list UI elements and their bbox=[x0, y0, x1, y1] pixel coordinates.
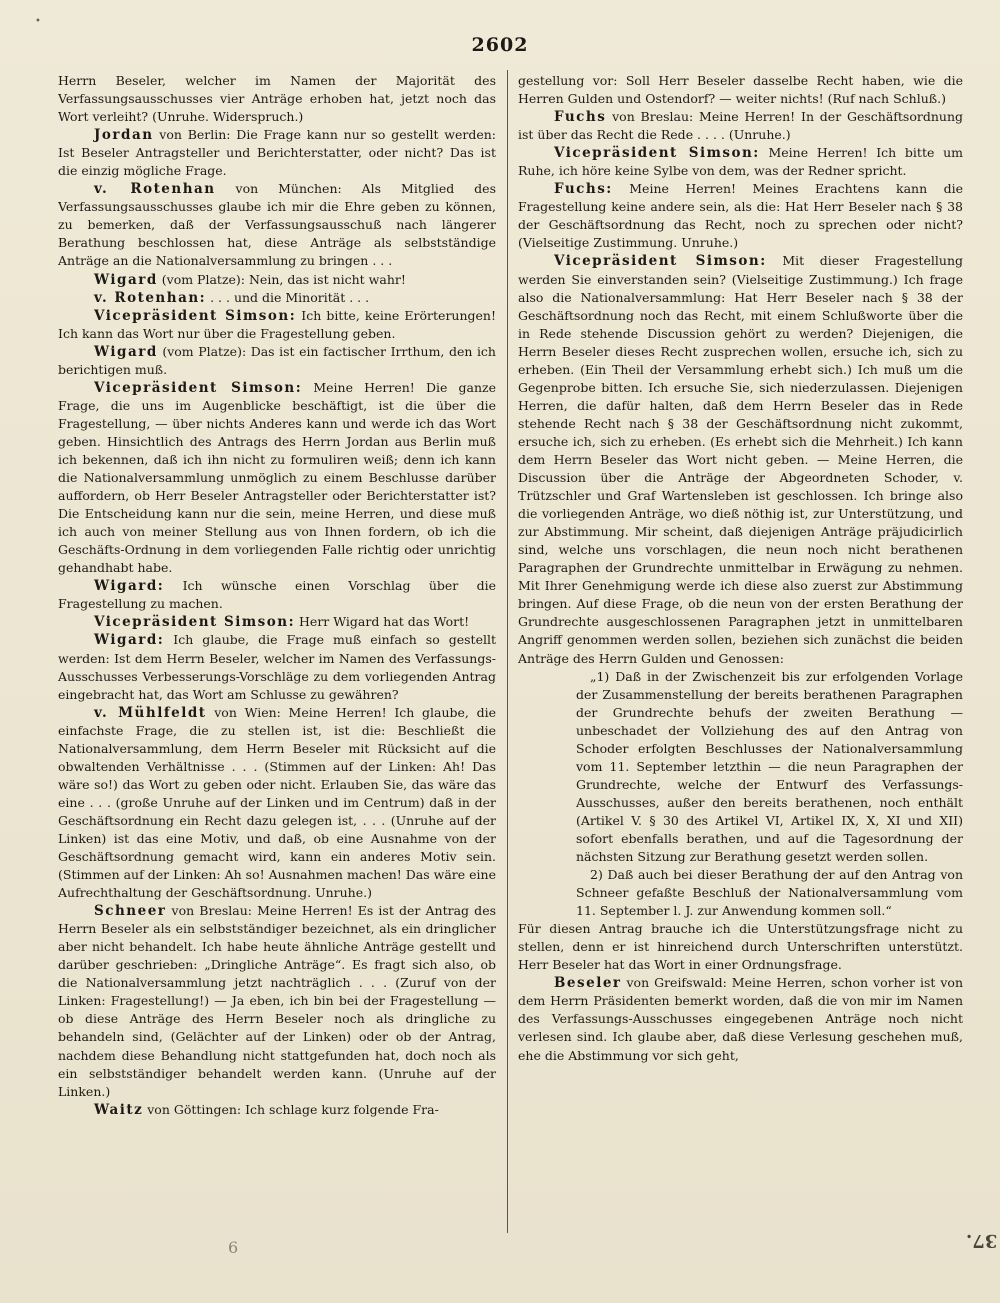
speech-paragraph bbox=[518, 144, 963, 180]
speech-paragraph bbox=[58, 289, 496, 307]
speech-paragraph bbox=[58, 343, 496, 379]
paragraph-text: Für diesen Antrag brauche ich die Unterstützungsfrage nicht zu stellen, denn er ist hinreichend durch Unterschriften unterstützt. Herr Beseler hat das Wort in einer Ordnungsfrage. bbox=[518, 921, 963, 973]
speaker-name: Waitz bbox=[94, 1101, 144, 1118]
enumerated-item bbox=[518, 866, 963, 920]
left-column bbox=[58, 72, 496, 1263]
speech-paragraph bbox=[58, 902, 496, 1101]
speech-paragraph bbox=[58, 126, 496, 180]
speech-text: Herr Wigard hat das Wort! bbox=[295, 614, 470, 630]
continuation-paragraph bbox=[518, 72, 963, 108]
speech-paragraph bbox=[58, 1101, 496, 1119]
speaker-name: Wigard: bbox=[94, 632, 165, 649]
speech-text: von Wien: Meine Herren! Ich glaube, die einfachste Frage, die zu stellen ist, ist die: Beschließt die Nationalversammlung, dem Herrn Beseler mit Rücksicht auf die obwaltenden Verhältnisse . . . (Stimmen auf der Linken: Ah! Das wäre so!) das Wort zu geben oder nicht. Erlauben Sie, das wäre das eine . . . (große Unruhe auf der Linken und im Centrum) daß in der Geschäftsordnung ein Recht dazu gelegen ist, . . . (Unruhe auf der Linken) ist das eine Motiv, und daß, ob eine Ausnahme von der Geschäftsordnung gemacht wird, kann ein anderes Motiv sein. (Stimmen auf der Linken: Ah so! Ausnahmen machen! Das wäre eine Aufrechthaltung der Geschäftsordnung. Unruhe.) bbox=[58, 704, 496, 901]
speaker-name: Jordan bbox=[94, 127, 154, 144]
speech-text: Meine Herren! Meines Erachtens kann die Fragestellung keine andere sein, als die: Hat Herr Beseler nach § 38 der Geschäftsordnung das Recht, noch zu sprechen oder nicht? (Vielseitige Zustimmung. Unruhe.) bbox=[518, 181, 963, 251]
speaker-name: Fuchs bbox=[554, 109, 607, 126]
speech-text: von Breslau: Meine Herren! Es ist der Antrag des Herrn Beseler als ein selbstständiger bezeichnet, als ein dringlicher aber nicht behandelt. Ich habe heute ähnliche Anträge gestellt und darüber geschrieben: „Dringliche Anträge“. Es fragt sich also, ob die Nationalversammlung jetzt nachträglich . . . (Zuruf von der Linken: Fragestellung!) — Ja eben, ich bin bei der Fragestellung — ob diese Anträge des Herrn Beseler noch als dringliche zu behandeln sind, (Gelächter auf der Linken) oder ob der Antrag, nachdem diese Behandlung nicht stattgefunden hat, doch noch als ein selbstständiger behandelt werden kann. (Unruhe auf der Linken.) bbox=[58, 903, 496, 1099]
speaker-name: Wigard: bbox=[94, 578, 165, 595]
speech-text: Meine Herren! Die ganze Frage, die uns im Augenblicke beschäftigt, ist die über die Fragestellung, — über nichts Anderes kann und werde ich das Wort geben. Hinsichtlich des Antrags des Herrn Jordan aus Berlin muß ich bekennen, daß ich ihn nicht zu formuliren weiß; denn ich kann die Nationalversammlung unmöglich zu einem Beschlusse darüber auffordern, ob Herr Beseler Antragsteller oder Berichterstatter ist? Die Entscheidung kann nur die sein, meine Herren, und diese muß ich auch von meiner Stellung aus von Ihnen fordern, ob ich die Geschäfts-Ordnung in dem vorliegenden Falle richtig oder unrichtig gehandhabt habe. bbox=[58, 379, 496, 576]
speech-paragraph bbox=[58, 704, 496, 903]
speech-text: . . . und die Minorität . . . bbox=[206, 289, 370, 305]
speaker-name: Schneer bbox=[94, 903, 167, 920]
speech-paragraph bbox=[58, 577, 496, 613]
speech-paragraph bbox=[518, 252, 963, 667]
enumerated-item bbox=[518, 668, 963, 867]
speech-paragraph bbox=[58, 180, 496, 270]
speech-text: (vom Platze): Nein, das ist nicht wahr! bbox=[157, 271, 406, 287]
item-text: 2) Daß auch bei dieser Berathung der auf den Antrag von Schneer gefaßte Beschluß der Nationalversammlung vom 11. September l. J. zur Anwendung kommen soll.“ bbox=[576, 867, 963, 919]
speech-paragraph bbox=[58, 271, 496, 289]
speaker-name: v. Mühlfeldt bbox=[94, 704, 207, 721]
speech-text: von Greifswald: Meine Herren, schon vorher ist von dem Herrn Präsidenten bemerkt worden, daß die von mir im Namen des Verfassungs-Ausschusses eingegebenen Anträge noch nicht verlesen sind. Ich glaube aber, daß diese Verlesung geschehen muß, ehe die Abstimmung vor sich geht, bbox=[518, 975, 963, 1063]
print-mark: 6 bbox=[228, 1238, 239, 1257]
speaker-name: Fuchs: bbox=[554, 181, 613, 198]
column-divider bbox=[507, 70, 508, 1233]
speech-text: Mit dieser Fragestellung werden Sie einverstanden sein? (Vielseitige Zustimmung.) Ich frage also die Nationalversammlung: Hat Herr Beseler nach § 38 der Geschäftsordnung noch das Recht, mit einem Schlußworte über die in Rede stehende Discussion gehört zu werden? Diejenigen, die Herrn Beseler dieses Recht zusprechen wollen, ersuche ich, sich zu erheben. (Ein Theil der Versammlung erhebt sich.) Ich muß um die Gegenprobe bitten. Ich ersuche Sie, sich niederzulassen. Diejenigen Herren, die dafür halten, daß dem Herrn Beseler das in Rede stehende Recht nach § 38 der Geschäftsordnung nicht zukommt, ersuche ich, sich zu erheben. (Es erhebt sich die Mehrheit.) Ich kann dem Herrn Beseler das Wort nicht geben. — Meine Herren, die Discussion über die Anträge der Abgeordneten Schoder, v. Trützschler und Graf Wartensleben ist geschlossen. Ich bringe also die vorliegenden Anträge, wo dieß nöthig ist, zur Unterstützung, und zur Abstimmung. Mir scheint, daß diejenigen Anträge präjudicirlich sind, welche uns vorschlagen, die neun noch nicht berathenen Paragraphen der Grundrechte unmittelbar in Erwägung zu nehmen. Mit Ihrer Genehmigung werde ich diese also zuerst zur Abstimmung bringen. Auf diese Frage, ob die neun von der ersten Berathung der Grundrechte ausgeschlossenen Paragraphen jetzt in unmittelbaren Angriff genommen werden sollen, beziehen sich zunächst die beiden Anträge des Herrn Gulden und Genossen: bbox=[518, 253, 963, 666]
speaker-name: Vicepräsident Simson: bbox=[554, 145, 760, 162]
speech-paragraph bbox=[58, 307, 496, 343]
speech-text: (vom Platze): Das ist ein factischer Irrthum, den ich berichtigen muß. bbox=[58, 343, 496, 377]
item-text: „1) Daß in der Zwischenzeit bis zur erfolgenden Vorlage der Zusammenstellung der bereits berathenen Paragraphen der Grundrechte behufs der zweiten Berathung — unbeschadet der Vollziehung des auf den Antrag von Schoder erfolgten Beschlusses der Nationalversammlung vom 11. September letzthin — die neun Paragraphen der Grundrechte, welche der Entwurf des Verfassungs-Ausschusses, außer den bereits berathenen, noch enthält (Artikel V. § 30 des Artikel VI, Artikel IX, X, XI und XII) sofort ebenfalls berathen, und auf die Tagesordnung der nächsten Sitzung zur Berathung gesetzt werden sollen. bbox=[576, 668, 963, 865]
right-column bbox=[518, 72, 963, 1263]
speech-paragraph bbox=[58, 631, 496, 703]
speaker-name: Wigard bbox=[94, 271, 158, 288]
speech-text: von Berlin: Die Frage kann nur so gestellt werden: Ist Beseler Antragsteller und Berichterstatter, oder nicht? Das ist die einzig mögliche Frage. bbox=[58, 127, 496, 179]
speech-text: von Göttingen: Ich schlage kurz folgende Fra- bbox=[143, 1101, 439, 1117]
speech-text: Ich glaube, die Frage muß einfach so gestellt werden: Ist dem Herrn Beseler, welcher im Namen des Verfassungs-Ausschusses Verbesserungs-Vorschläge zu dem vorliegenden Antrag eingebracht hat, das Wort am Schlusse zu gewähren? bbox=[58, 632, 496, 702]
speaker-name: Vicepräsident Simson: bbox=[94, 379, 303, 396]
speech-paragraph bbox=[518, 108, 963, 144]
continuation-paragraph bbox=[518, 920, 963, 974]
speech-text: von Breslau: Meine Herren! In der Geschäftsordnung ist über das Recht die Rede . . . . (Unruhe.) bbox=[518, 109, 963, 143]
speaker-name: Vicepräsident Simson: bbox=[94, 614, 296, 631]
continuation-paragraph bbox=[58, 72, 496, 126]
speech-text: Ich bitte, keine Erörterungen! Ich kann das Wort nur über die Fragestellung geben. bbox=[58, 307, 496, 341]
speech-text: Ich wünsche einen Vorschlag über die Fragestellung zu machen. bbox=[58, 578, 496, 612]
speech-paragraph bbox=[518, 180, 963, 252]
print-mark: • bbox=[35, 16, 41, 27]
speaker-name: v. Rotenhan: bbox=[94, 289, 207, 306]
page-number: 2602 bbox=[471, 34, 529, 56]
speaker-name: Vicepräsident Simson: bbox=[94, 307, 297, 324]
speech-paragraph bbox=[58, 379, 496, 578]
speech-text: von München: Als Mitglied des Verfassungsausschusses glaube ich mir die Ehre geben zu können, zu bemerken, daß der Verfassungsausschuß nach längerer Berathung beschlossen hat, diese Anträge als selbstständige Anträge an die Nationalversammlung zu bringen . . . bbox=[58, 181, 496, 269]
signature-mark: 37. bbox=[966, 1230, 998, 1251]
paragraph-text: gestellung vor: Soll Herr Beseler dasselbe Recht haben, wie die Herren Gulden und Ostendorf? — weiter nichts! (Ruf nach Schluß.) bbox=[518, 73, 963, 107]
speaker-name: Vicepräsident Simson: bbox=[554, 253, 767, 270]
paragraph-text: Herrn Beseler, welcher im Namen der Majorität des Verfassungsausschusses vier Anträge erhoben hat, jetzt noch das Wort verleiht? (Unruhe. Widerspruch.) bbox=[58, 73, 496, 125]
speaker-name: Wigard bbox=[94, 343, 158, 360]
speech-paragraph bbox=[518, 974, 963, 1064]
speech-text: Meine Herren! Ich bitte um Ruhe, ich höre keine Sylbe von dem, was der Redner spricht. bbox=[518, 145, 963, 179]
speaker-name: v. Rotenhan bbox=[94, 181, 216, 198]
speech-paragraph bbox=[58, 613, 496, 631]
speaker-name: Beseler bbox=[554, 975, 622, 992]
